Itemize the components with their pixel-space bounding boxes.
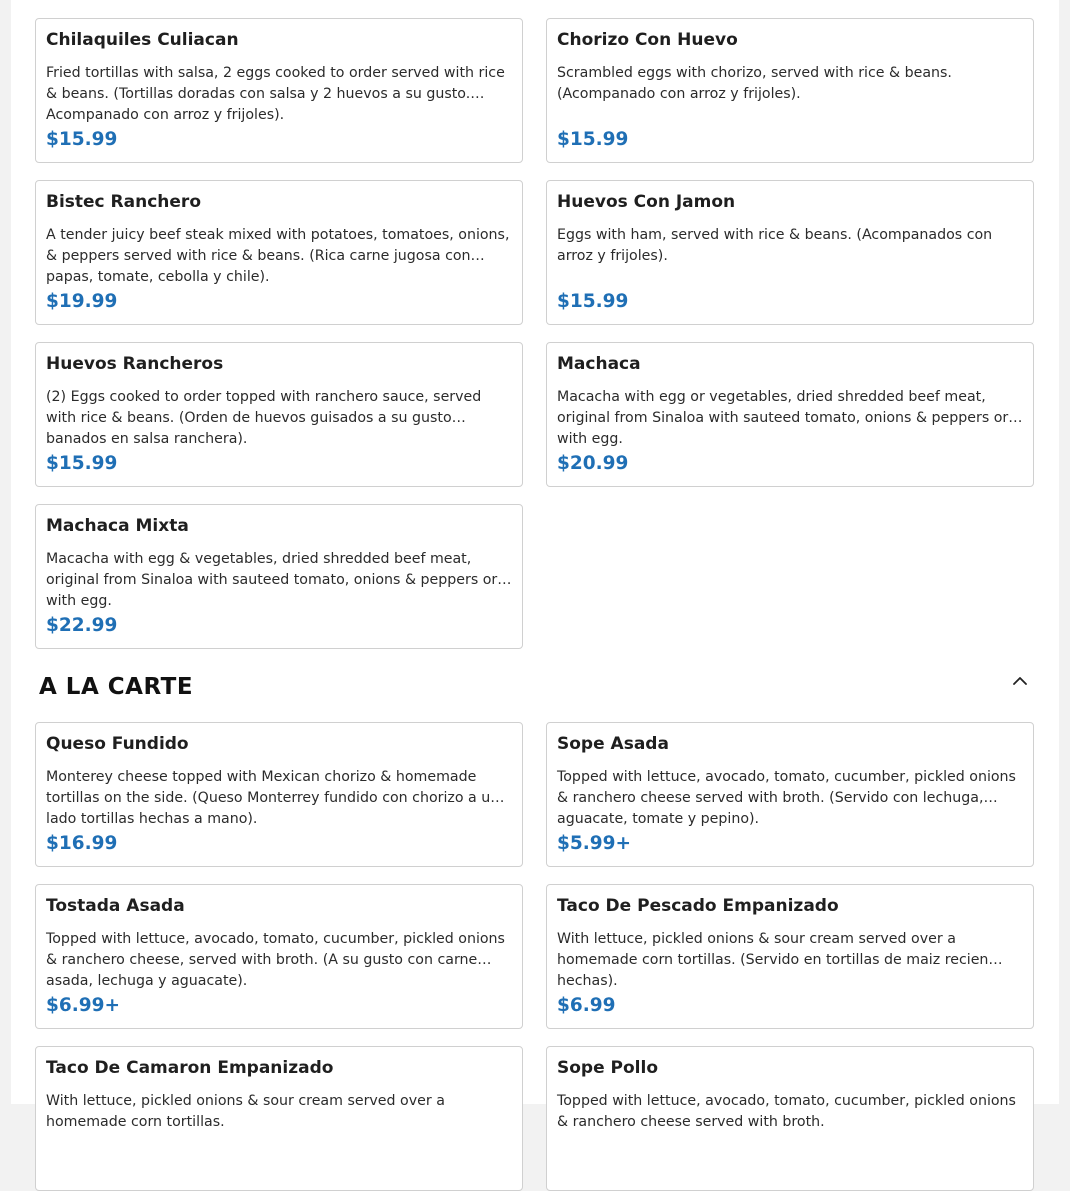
menu-item-price: $15.99: [46, 453, 118, 474]
menu-item-description: Topped with lettuce, avocado, tomato, cucumber, pickled onions & ranchero cheese served with broth.: [557, 1093, 1016, 1130]
menu-item-name: Machaca: [557, 354, 641, 374]
menu-item-name: Queso Fundido: [46, 734, 189, 754]
menu-item-description: Scrambled eggs with chorizo, served with rice & beans. (Acompanado con arroz y frijoles).: [557, 65, 952, 102]
menu-item-description: (2) Eggs cooked to order topped with ranchero sauce, served with rice & beans. (Orden de huevos guisados a su gusto banados en salsa ranchera).: [46, 389, 482, 447]
menu-item-price: $22.99: [46, 615, 118, 636]
menu-grid-breakfast: [35, 18, 1034, 649]
menu-item-card[interactable]: [546, 18, 1034, 163]
menu-item-price: $16.99: [46, 833, 118, 854]
menu-item-description: Topped with lettuce, avocado, tomato, cucumber, pickled onions & ranchero cheese served with broth. (Servido con lechuga, aguacate, tomate y pepino).: [557, 769, 1016, 827]
menu-item-description: Fried tortillas with salsa, 2 eggs cooked to order served with rice & beans. (Tortillas doradas con salsa y 2 huevos a su gusto. Acompanado con arroz y frijoles).: [46, 65, 505, 123]
menu-item-description: Monterey cheese topped with Mexican chorizo & homemade tortillas on the side. (Queso Monterrey fundido con chorizo a un lado tortillas hechas a mano).: [46, 769, 500, 827]
menu-item-description: With lettuce, pickled onions & sour cream served over a homemade corn tortillas.: [46, 1093, 445, 1130]
menu-item-description: Macacha with egg or vegetables, dried shredded beef meat, original from Sinaloa with sauteed tomato, onions & peppers or with egg.: [557, 389, 1009, 447]
menu-item-price: $6.99+: [46, 995, 121, 1016]
menu-item-name: Chorizo Con Huevo: [557, 30, 738, 50]
menu-item-card[interactable]: [546, 1046, 1034, 1191]
menu-item-price: $20.99: [557, 453, 629, 474]
menu-item-card[interactable]: [35, 342, 523, 487]
menu-item-description: Eggs with ham, served with rice & beans. (Acompanados con arroz y frijoles).: [557, 227, 993, 264]
menu-item-card[interactable]: [35, 180, 523, 325]
menu-item-name: Taco De Pescado Empanizado: [557, 896, 839, 916]
chevron-up-icon[interactable]: [1006, 667, 1034, 695]
menu-item-price: $19.99: [46, 291, 118, 312]
menu-item-card[interactable]: [546, 722, 1034, 867]
menu-grid-a-la-carte: [35, 722, 1034, 1191]
menu-item-card[interactable]: [546, 342, 1034, 487]
menu-item-name: Bistec Ranchero: [46, 192, 201, 212]
menu-item-name: Tostada Asada: [46, 896, 185, 916]
menu-page: [11, 0, 1059, 1130]
menu-item-price: $15.99: [46, 129, 118, 150]
menu-item-name: Taco De Camaron Empanizado: [46, 1058, 334, 1078]
menu-item-name: Sope Pollo: [557, 1058, 659, 1078]
menu-item-card[interactable]: [35, 722, 523, 867]
section-header-a-la-carte[interactable]: [39, 667, 1034, 707]
menu-item-name: Chilaquiles Culiacan: [46, 30, 239, 50]
menu-item-card[interactable]: [35, 884, 523, 1029]
menu-item-card[interactable]: [546, 180, 1034, 325]
menu-item-price: $6.99: [557, 995, 616, 1016]
menu-item-card[interactable]: [546, 884, 1034, 1029]
menu-item-description: Macacha with egg & vegetables, dried shredded beef meat, original from Sinaloa with sauteed tomato, onions & peppers or with egg.: [46, 551, 498, 609]
menu-item-price: $15.99: [557, 129, 629, 150]
menu-item-name: Huevos Con Jamon: [557, 192, 736, 212]
menu-item-card[interactable]: [35, 1046, 523, 1191]
menu-item-price: $15.99: [557, 291, 629, 312]
section-title: A LA CARTE: [39, 674, 194, 700]
menu-item-description: A tender juicy beef steak mixed with potatoes, tomatoes, onions, & peppers served with rice & beans. (Rica carne jugosa con papas, tomate, cebolla y chile).: [46, 227, 510, 285]
menu-item-card[interactable]: [35, 18, 523, 163]
menu-item-price: $5.99+: [557, 833, 632, 854]
menu-item-description: With lettuce, pickled onions & sour cream served over a homemade corn tortillas. (Servido en tortillas de maiz recien hechas).: [557, 931, 989, 989]
menu-item-description: Topped with lettuce, avocado, tomato, cucumber, pickled onions & ranchero cheese, served with broth. (A su gusto con carne asada, lechuga y aguacate).: [46, 931, 505, 989]
menu-item-name: Sope Asada: [557, 734, 669, 754]
menu-item-card[interactable]: [35, 504, 523, 649]
menu-item-name: Machaca Mixta: [46, 516, 189, 536]
menu-item-name: Huevos Rancheros: [46, 354, 224, 374]
